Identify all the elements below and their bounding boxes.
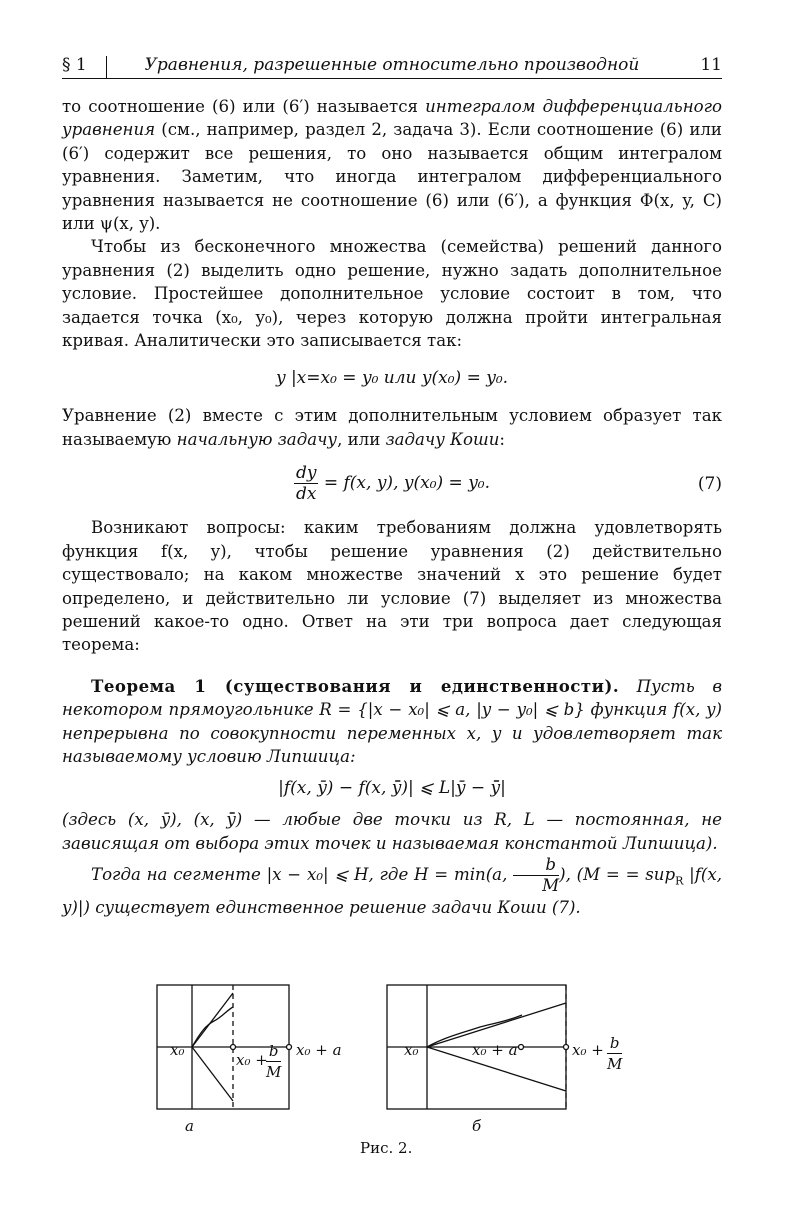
running-title: Уравнения, разрешенные относительно производной <box>144 55 640 75</box>
label-x0-plus-b: x₀ + <box>572 1041 604 1059</box>
lipschitz-condition: |f(x, ȳ) − f(x, ȳ̄)| ⩽ L|ȳ − ȳ̄| <box>278 778 506 799</box>
lower-line-a <box>192 1047 233 1101</box>
equation-initial-condition: y |x=x₀ = y₀ или y(x₀) = y₀. <box>275 368 509 389</box>
label-b-over-M-b <box>607 1033 622 1074</box>
p1-text-b: (см., например, раздел 2, задача 3). Если соотношение (6) или (6′) содержит все решения, то оно называется общим интегралом уравнения. Заметим, что иногда интегралом дифференциального уравнения называется не соотношение (6) или (6′), а функция Φ(x, y, C) или ψ(x, y). <box>62 120 722 234</box>
equation-7-rest: = f(x, y), y(x₀) = y₀. <box>323 473 491 494</box>
theorem-title: Теорема 1 (существования и единственности). <box>91 675 620 696</box>
point-a-b <box>519 1045 524 1050</box>
t3-b: b <box>513 855 559 876</box>
b-over-M-fraction <box>513 855 559 896</box>
label-x0-a-right: x₀ + a <box>296 1041 342 1059</box>
label-x0-plus-a-b: x₀ + a <box>472 1041 518 1059</box>
paragraph-2: Чтобы из бесконечного множества (семейства) решений данного уравнения (2) выделить одно решение, нужно задать дополнительное условие. Простейшее дополнительное условие состоит в том, что задается точка (x₀, y₀), через которую должна пройти интегральная кривая. Аналитически это записывается так: <box>62 237 722 351</box>
p3-emphasis-1: начальную задачу <box>176 429 338 449</box>
figure-caption: Рис. 2. <box>360 1139 413 1157</box>
t3-e: |f(x, y)|) существует единственное решение задачи Коши (7). <box>62 865 722 918</box>
page-number: 11 <box>700 55 722 75</box>
p3-text-end: : <box>499 429 505 449</box>
label-M-b: M <box>607 1055 623 1073</box>
p3-text-mid: , или <box>337 429 386 449</box>
label-M-a: M <box>266 1063 282 1081</box>
curve-a <box>192 1007 233 1047</box>
figure-2 <box>0 925 785 1165</box>
upper-line-a <box>192 993 233 1047</box>
fraction-denominator: dx <box>295 484 317 505</box>
t3-a: Тогда на сегменте |x − x₀| ⩽ H, где H = min(a, <box>91 865 514 885</box>
equation-7 <box>62 463 722 504</box>
label-b-b: b <box>607 1033 622 1054</box>
paragraph-3 <box>62 404 722 451</box>
p1-text-a: то соотношение (6) или (6′) называется <box>62 97 426 116</box>
theorem-text-3 <box>62 855 722 919</box>
label-b-a: b <box>266 1041 281 1062</box>
theorem-1 <box>62 675 722 769</box>
label-x0-b: x₀ <box>404 1041 419 1059</box>
label-x0-a: x₀ <box>170 1041 185 1059</box>
point-a-a <box>287 1045 292 1050</box>
figure-svg <box>0 925 785 1165</box>
t3-sub: R <box>675 874 684 888</box>
theorem-text-1: Пусть в некотором прямоугольнике R = {|x − x₀| ⩽ a, |y − y₀| ⩽ b} функция f(x, y) непрерывна по совокупности переменных x, y и удовлетворяет так называемому условию Липшица: <box>62 676 722 766</box>
point-b-M-a <box>231 1045 236 1050</box>
t3-d: ), (M = = sup <box>559 865 676 885</box>
theorem-text-2: (здесь (x, ȳ), (x, ȳ̄) — любые две точки из R, L — постоянная, не зависящая от выбора этих точек и называемая константой Липшица). <box>62 810 722 853</box>
caption-b: б <box>472 1117 482 1135</box>
p1-emphasis: интегралом дифференциального уравнения <box>62 97 723 140</box>
p3-text-a: Уравнение (2) вместе с этим дополнительным условием образует так называемую <box>62 406 722 449</box>
derivative-fraction <box>294 463 319 504</box>
point-b-M-b <box>564 1045 569 1050</box>
section-number: § 1 <box>62 55 87 75</box>
caption-a: а <box>185 1117 194 1135</box>
equation-7-label: (7) <box>697 473 722 494</box>
running-header <box>62 52 722 79</box>
paragraph-1 <box>62 95 722 235</box>
page-content <box>62 52 722 920</box>
paragraph-4: Возникают вопросы: каким требованиям должна удовлетворять функция f(x, y), чтобы решение уравнения (2) действительно существовало; на каком множестве значений x это решение будет определено, и действительно ли условие (7) выделяет из множества решений какое-то одно. Ответ на эти три вопроса дает следующая теорема: <box>62 518 722 655</box>
t3-c: M <box>542 876 560 896</box>
label-b-over-M-a <box>266 1041 281 1082</box>
fraction-numerator: dy <box>295 463 317 484</box>
label-x0-plus-a: x₀ + <box>236 1051 268 1069</box>
p3-emphasis-2: задачу Коши <box>385 429 500 449</box>
